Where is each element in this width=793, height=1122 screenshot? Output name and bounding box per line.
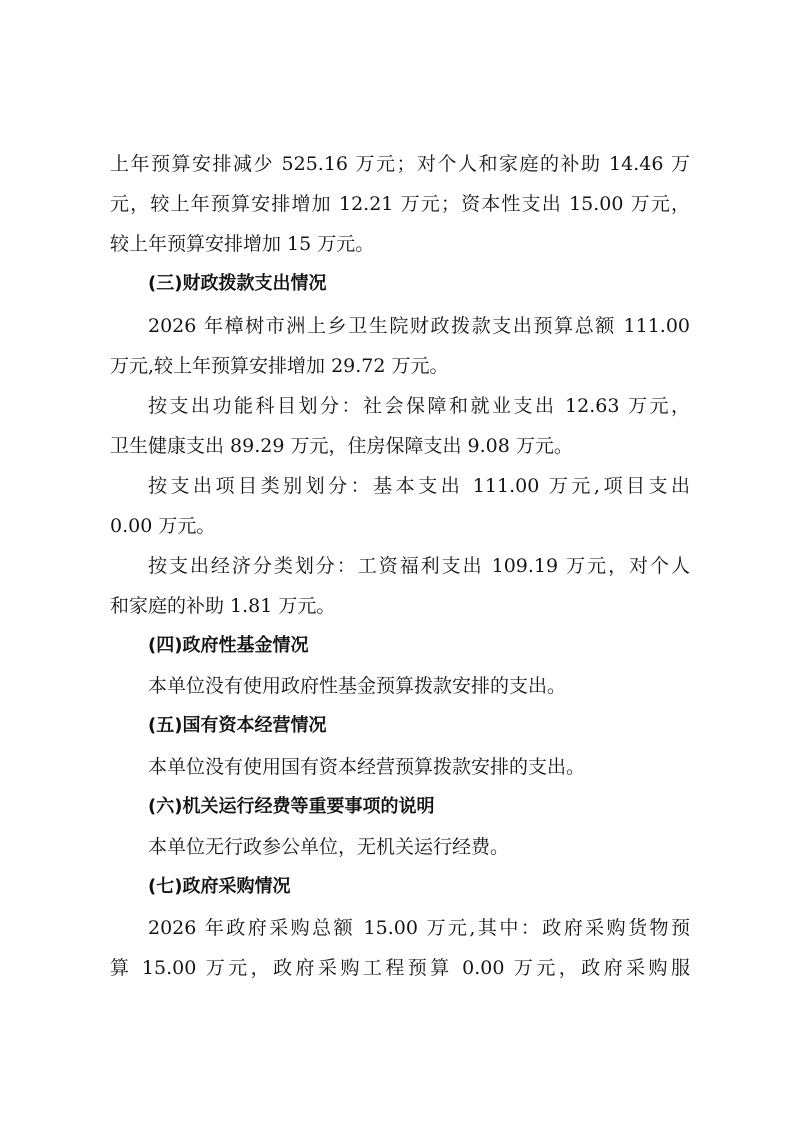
paragraph-line: 0.00 万元。 (110, 515, 216, 537)
paragraph-line: 本单位无行政参公单位，无机关运行经费。 (148, 836, 510, 858)
paragraph-line: 算 15.00 万元，政府采购工程预算 0.00 万元，政府采购服 (110, 957, 690, 979)
section-heading-3: (三)财政拨款支出情况 (148, 273, 327, 294)
paragraph-line: 按支出项目类别划分：基本支出 111.00 万元,项目支出 (148, 475, 690, 497)
paragraph-line: 按支出经济分类划分：工资福利支出 109.19 万元，对个人 (148, 555, 690, 577)
paragraph-line: 万元,较上年预算安排增加 29.72 万元。 (110, 355, 449, 377)
paragraph-line: 本单位没有使用国有资本经营预算拨款安排的支出。 (148, 756, 586, 778)
section-heading-4: (四)政府性基金情况 (148, 635, 309, 656)
paragraph-line: 2026 年樟树市洲上乡卫生院财政拨款支出预算总额 111.00 (148, 315, 690, 337)
paragraph-line: 卫生健康支出 89.29 万元，住房保障支出 9.08 万元。 (110, 435, 573, 457)
section-heading-5: (五)国有资本经营情况 (148, 715, 327, 736)
paragraph-line: 本单位没有使用政府性基金预算拨款安排的支出。 (148, 675, 567, 697)
paragraph-line: 较上年预算安排增加 15 万元。 (110, 233, 375, 255)
paragraph-line: 2026 年政府采购总额 15.00 万元,其中：政府采购货物预 (148, 917, 690, 939)
paragraph-line: 元，较上年预算安排增加 12.21 万元；资本性支出 15.00 万元， (110, 193, 690, 215)
paragraph-line: 按支出功能科目划分：社会保障和就业支出 12.63 万元， (148, 395, 690, 417)
paragraph-line: 上年预算安排减少 525.16 万元；对个人和家庭的补助 14.46 万 (110, 153, 690, 175)
section-heading-6: (六)机关运行经费等重要事项的说明 (148, 796, 435, 817)
paragraph-line: 和家庭的补助 1.81 万元。 (110, 595, 336, 617)
section-heading-7: (七)政府采购情况 (148, 876, 291, 897)
